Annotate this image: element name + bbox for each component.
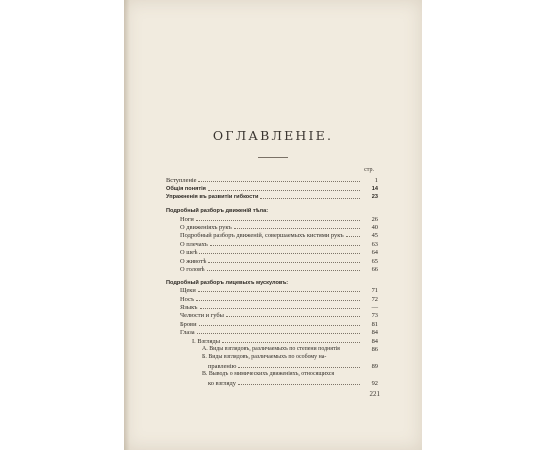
toc-entry-page: 45 <box>371 232 378 240</box>
toc-entry-label: О шеѣ <box>180 249 198 257</box>
dot-leader <box>238 367 360 368</box>
toc-entry-label: В. Выводъ о мимическихъ движеніяхъ, относящихся <box>202 371 335 378</box>
dot-leader <box>210 245 360 246</box>
toc-entry-page: 71 <box>371 287 378 295</box>
toc-entry-page: 65 <box>371 257 378 265</box>
toc-entry-label: правленію <box>208 362 237 370</box>
toc-entry-page: 73 <box>371 312 378 320</box>
toc-entry-label: I. Взгляды <box>192 337 221 345</box>
toc-entry-page: 86 <box>371 346 378 354</box>
dot-leader <box>196 220 360 221</box>
toc-entry <box>180 214 378 222</box>
dot-leader <box>200 308 361 309</box>
dot-leader <box>238 384 360 385</box>
toc-entry-page: 92 <box>371 379 378 387</box>
toc-entry-page: 26 <box>371 215 378 223</box>
page-title: ОГЛАВЛЕНІЕ. <box>212 128 334 143</box>
dot-leader <box>196 300 360 301</box>
toc-entry-label: Челюсти и губы <box>180 312 224 320</box>
toc-section-body: Подробный разборъ движеній тѣла: <box>166 208 269 215</box>
toc-entry-label: О движеніяхъ рукъ <box>180 223 232 231</box>
toc-entry <box>180 231 378 239</box>
toc-entry-label: ко взгляду <box>208 379 236 387</box>
toc-entry <box>180 248 378 256</box>
toc-entry <box>180 239 378 247</box>
dot-leader <box>346 236 360 237</box>
toc-entry-label: Щеки <box>180 287 196 295</box>
toc-entry <box>180 256 378 264</box>
dot-leader <box>197 333 360 334</box>
toc-entry-looks-a <box>202 345 378 353</box>
table-of-contents <box>166 176 378 387</box>
dot-leader <box>198 181 360 182</box>
toc-entry-label: Языкъ <box>180 304 198 312</box>
toc-entry-looks-b <box>202 353 378 361</box>
toc-entry-flexibility <box>166 193 378 201</box>
toc-entry-looks <box>192 336 378 344</box>
toc-entry-page: 23 <box>371 194 378 201</box>
toc-entry-label: Глаза <box>180 329 195 337</box>
toc-entry-page: 89 <box>371 362 378 370</box>
toc-entry <box>180 223 378 231</box>
dot-leader <box>208 190 360 191</box>
toc-entry-label: Б. Виды взглядовъ, различаемыхъ по особому на- <box>202 354 327 361</box>
toc-entry-page: 14 <box>371 185 378 192</box>
toc-entry-label: Общія понятія <box>166 185 206 192</box>
toc-entry <box>180 319 378 327</box>
dot-leader <box>208 262 360 263</box>
toc-entry <box>180 311 378 319</box>
toc-entry-label: Носъ <box>180 295 195 303</box>
toc-entry <box>180 286 378 294</box>
toc-entry-page: 72 <box>371 295 378 303</box>
dot-leader <box>199 253 360 254</box>
toc-entry-intro <box>166 176 378 184</box>
dot-leader <box>207 270 360 271</box>
toc-entry-page: 66 <box>371 265 378 273</box>
toc-entry-page: 40 <box>371 223 378 231</box>
page-number: 221 <box>369 390 380 398</box>
toc-entry-label: Упражненія въ развитіи гибкости <box>166 194 259 201</box>
toc-entry <box>180 303 378 311</box>
toc-entry-page: 81 <box>371 320 378 328</box>
dot-leader <box>260 198 360 199</box>
toc-entry-label: А. Виды взглядовъ, различаемыхъ по степени поднятія <box>202 346 340 353</box>
dot-leader <box>198 291 360 292</box>
title-divider <box>258 157 288 158</box>
page-column-header: стр. <box>364 167 374 173</box>
toc-entry-page: 84 <box>371 337 378 345</box>
toc-entry-looks-c-cont <box>202 378 378 386</box>
toc-entry-page: 1 <box>374 177 378 185</box>
toc-entry-looks-b-cont <box>202 361 378 369</box>
toc-entry-page: 63 <box>371 240 378 248</box>
toc-entry-looks-c <box>202 370 378 378</box>
toc-entry-label: Вступленіе <box>166 177 197 185</box>
toc-entry <box>180 294 378 302</box>
dot-leader <box>199 325 361 326</box>
toc-entry <box>180 265 378 273</box>
toc-entry-label: О головѣ <box>180 265 205 273</box>
toc-entry-page: 84 <box>371 329 378 337</box>
toc-entry-label: Подробный разборъ движеній, совершаемыхъ кистями рукъ <box>180 232 344 240</box>
book-page <box>124 0 422 450</box>
dot-leader <box>226 316 360 317</box>
toc-entry <box>180 328 378 336</box>
dot-leader <box>234 228 360 229</box>
dot-leader <box>222 342 360 343</box>
toc-entry-label: О животѣ <box>180 257 207 265</box>
toc-entry-page: 64 <box>371 249 378 257</box>
toc-entry-page: — <box>371 304 378 312</box>
toc-section-face: Подробный разборъ лицевыхъ мускуловъ: <box>166 279 289 286</box>
toc-entry-label: О плечахъ <box>180 240 208 248</box>
toc-entry-general <box>166 184 378 192</box>
toc-entry-label: Брови <box>180 320 197 328</box>
toc-entry-label: Ноги <box>180 215 194 223</box>
